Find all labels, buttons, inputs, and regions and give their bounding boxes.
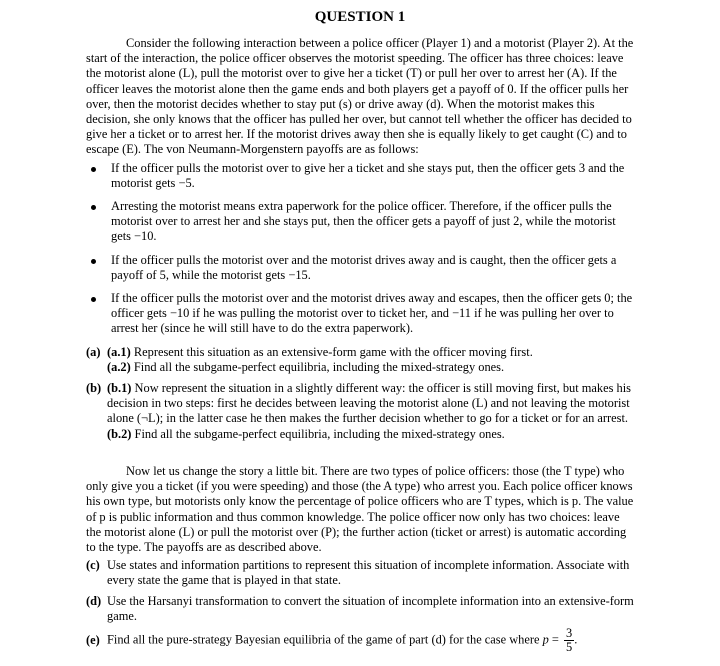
part-b2-text: Find all the subgame-perfect equilibria, including the mixed-strategy ones.: [134, 426, 505, 441]
part-a2-text: Find all the subgame-perfect equilibria, including the mixed-strategy ones.: [133, 360, 505, 375]
part-d-text: Use the Harsanyi transformation to convert the situation of incomplete information into an extensive-form game.: [107, 594, 634, 624]
part-b: [86, 381, 634, 442]
part-c-text: Use states and information partitions to represent this situation of incomplete information. Associate with every state the game that is played in that state.: [107, 558, 630, 588]
part-b1-label: (b.1): [107, 381, 132, 395]
part-a2-label: (a.2): [107, 360, 131, 375]
story-paragraph: Now let us change the story a little bit. There are two types of police officers: those (the T type) who only give you a ticket (if you were speeding) and those (the A type) who arrest you. Each police officer knows his own type, but motorists only know the percentage of police officers who are T types, which is p. The value of p is public information and thus common knowledge. The police officer now only has two choices: leave the motorist alone (L) or pull the motorist over (P); the further action (ticket or arrest) is automatic according to the type. The payoffs are as described above.: [86, 464, 634, 555]
fraction-denominator: 5: [565, 640, 573, 654]
part-c-label: (c): [86, 558, 100, 572]
part-a1-label: (a.1): [107, 345, 131, 359]
bullet-text: Arresting the motorist means extra paperwork for the police officer. Therefore, if the officer pulls the motorist over to arrest her and she stays put, then the officer gets a payoff of just 2, while the motorist gets −10.: [111, 199, 616, 244]
part-d: [86, 594, 634, 624]
part-a2: [107, 360, 634, 375]
bullet-dot-icon: [91, 167, 96, 172]
part-a-label: (a): [86, 345, 101, 359]
payoff-bullet-3: [86, 253, 634, 283]
part-b1: [107, 381, 634, 427]
part-d-label: (d): [86, 594, 102, 608]
part-a: [86, 345, 634, 375]
payoff-bullet-2: [86, 199, 634, 245]
fraction: [564, 627, 574, 654]
intro-paragraph: Consider the following interaction between a police officer (Player 1) and a motorist (Player 2). At the start of the interaction, the police officer observes the motorist speeding. The officer has three choices: leave the motorist alone (L), pull the motorist over to give her a ticket (T) or pull her over to arrest her (A). If the officer leaves the motorist alone then the game ends and both players get a payoff of 0. If the officer pulls her over, then the motorist decides whether to stay put (s) or drive away (d). When the motorist makes this decision, she only knows that the officer has pulled her over, but cannot tell whether the officer has decided to give her a ticket or to arrest her. If the motorist drives away then she is equally likely to get caught (C) and to escape (E). The von Neumann-Morgenstern payoffs are as follows:: [86, 36, 634, 157]
part-e: [86, 627, 634, 654]
bullet-text: If the officer pulls the motorist over to give her a ticket and she stays put, then the officer gets 3 and the motorist gets −5.: [111, 161, 625, 191]
part-c: [86, 558, 634, 588]
bullet-text: If the officer pulls the motorist over and the motorist drives away and escapes, then the officer gets 0; the officer gets −10 if he was pulling the motorist over to ticket her, and −11 if he was pulling her over to arrest her (since he will still have to do the extra paperwork).: [111, 291, 633, 336]
part-e-label: (e): [86, 633, 100, 647]
fraction-numerator: 3: [565, 626, 573, 640]
part-e-period: .: [574, 632, 578, 647]
part-b2: [107, 427, 634, 442]
part-e-variable: p: [542, 632, 549, 647]
part-b2-label: (b.2): [107, 426, 132, 441]
part-a1-text: Represent this situation as an extensive-form game with the officer moving first.: [133, 345, 533, 359]
payoff-bullet-1: [86, 161, 634, 191]
part-e-equals: =: [548, 632, 562, 647]
part-a1: [107, 345, 634, 360]
part-e-text: Find all the pure-strategy Bayesian equilibria of the game of part (d) for the case where: [107, 632, 540, 647]
part-b-label: (b): [86, 381, 102, 395]
bullet-text: If the officer pulls the motorist over and the motorist drives away and is caught, then the officer gets a payoff of 5, while the motorist gets −15.: [111, 253, 617, 283]
bullet-dot-icon: [91, 297, 96, 302]
bullet-dot-icon: [91, 259, 96, 264]
payoff-bullet-4: [86, 291, 634, 337]
part-b1-text: Now represent the situation in a slightly different way: the officer is still moving first, but makes his decision in two steps: first he decides between leaving the motorist alone (L) and not leaving the motorist alone (¬L); in the latter case he then makes the further decision whether to go for a ticket or for an arrest.: [107, 381, 632, 426]
question-title: QUESTION 1: [314, 9, 406, 25]
bullet-dot-icon: [91, 205, 96, 210]
